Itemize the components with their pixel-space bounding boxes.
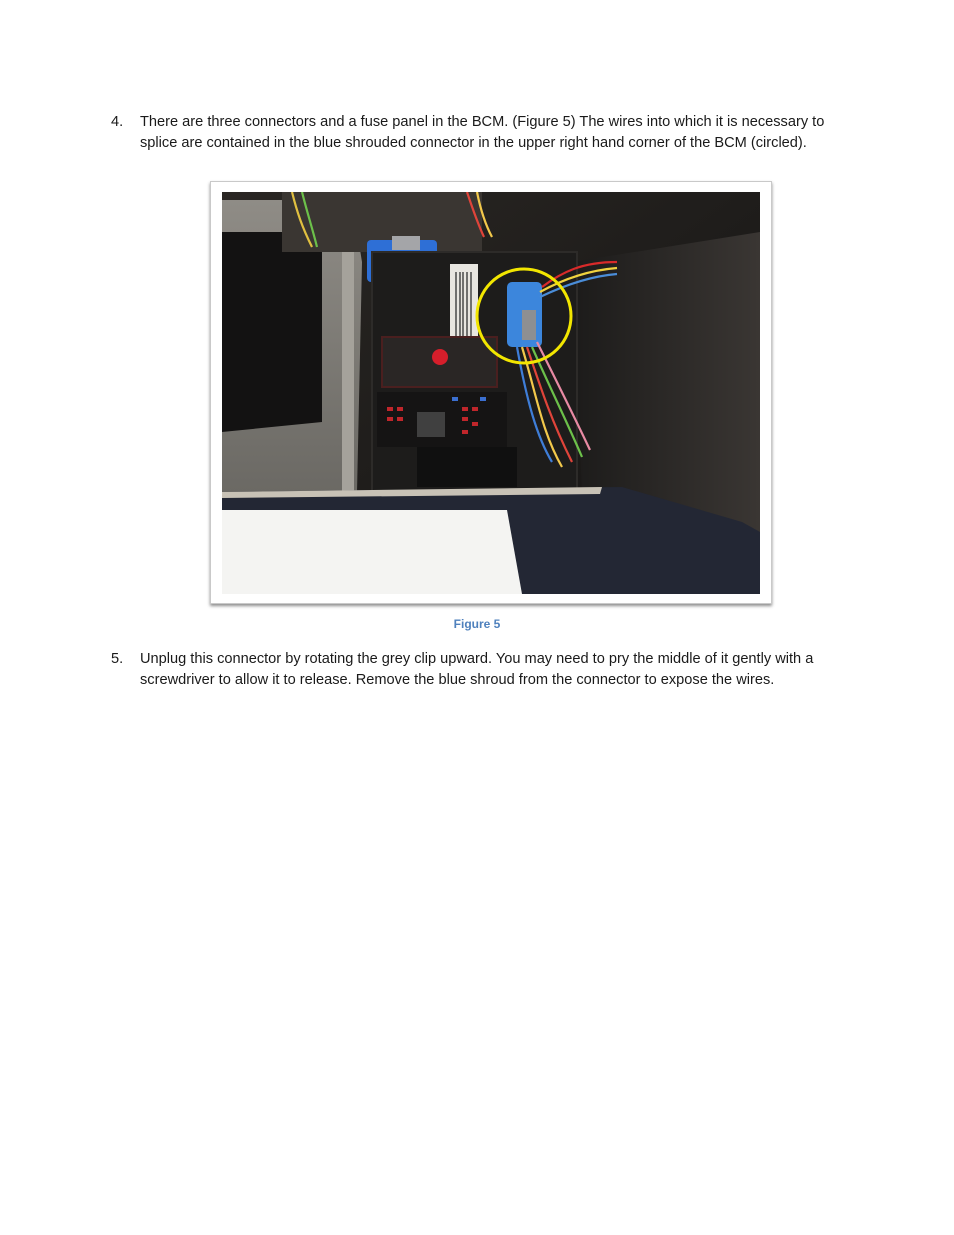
figure-5-frame	[210, 181, 772, 604]
step-number: 5.	[111, 651, 124, 667]
step-text: There are three connectors and a fuse panel in the BCM. (Figure 5) The wires into which it is necessary to splice are contained in the blue shrouded connector in the upper right hand corner of the BCM (circled).	[140, 114, 825, 151]
bcm-photo	[222, 192, 760, 594]
step-4	[111, 112, 841, 154]
step-text: Unplug this connector by rotating the grey clip upward. You may need to pry the middle of it gently with a screwdriver to allow it to release. Remove the blue shroud from the connector to expose the wires.	[140, 651, 814, 688]
step-number: 4.	[111, 114, 124, 130]
figure-caption: Figure 5	[453, 617, 501, 631]
step-5	[111, 649, 841, 691]
